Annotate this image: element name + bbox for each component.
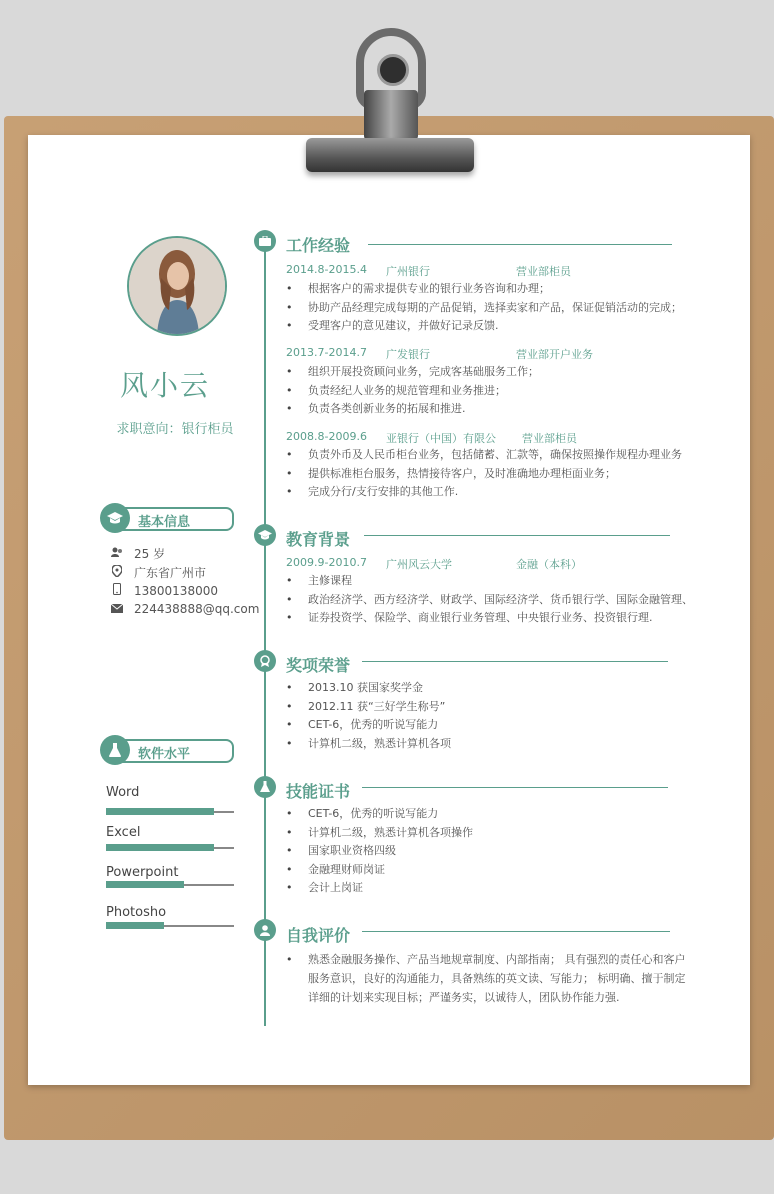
list-item: • 2013.10 获国家奖学金 [286, 679, 451, 698]
mail-icon [110, 603, 124, 616]
info-email [110, 602, 259, 616]
skill-name: Powerpoint [106, 865, 179, 880]
self-eval-line-text: 熟悉金融服务操作、产品当地规章制度、内部指南； 具有强烈的责任心和客户 [308, 953, 686, 966]
skill-bar-fill [106, 808, 214, 815]
section-rule [362, 661, 668, 662]
job-bullets [286, 446, 682, 502]
section-title-work: 工作经验 [286, 236, 351, 255]
list-item: • CET-6，优秀的听说写能力 [286, 716, 451, 735]
section-title-self-eval: 自我评价 [286, 926, 351, 945]
list-item: • 2012.11 获“三好学生称号” [286, 698, 451, 717]
edu-major: 金融（本科） [516, 558, 582, 571]
job-company: 广州银行 [386, 265, 430, 278]
skills-bullets [286, 805, 473, 898]
job-role: 营业部柜员 [522, 432, 577, 445]
timeline-line [264, 238, 266, 1026]
info-email-text: 224438888@qq.com [134, 602, 260, 616]
person-icon [110, 546, 124, 561]
self-eval-line: 详细的计划来实现目标；严谨务实，以诚待人，团队协作能力强. [308, 991, 620, 1004]
job-bullets [286, 280, 682, 336]
skill-name: Excel [106, 825, 141, 840]
job-period: 2014.8-2015.4 [286, 263, 367, 276]
list-item: • 计算机二级，熟悉计算机各项 [286, 735, 451, 754]
list-item: • CET-6，优秀的听说写能力 [286, 805, 473, 824]
info-age [110, 545, 165, 562]
job-intent: 求职意向：银行柜员 [116, 422, 234, 437]
self-eval-line: 服务意识，良好的沟通能力，具备熟练的英文读、写能力； 标明确、擅于制定 [308, 972, 686, 985]
self-eval-line: • 熟悉金融服务操作、产品当地规章制度、内部指南； 具有强烈的责任心和客户 [286, 953, 686, 966]
job-company: 亚银行（中国）有限公 [386, 432, 496, 445]
list-item: • 完成分行/支行安排的其他工作. [286, 483, 682, 502]
info-location-text: 广东省广州市 [134, 566, 207, 580]
section-rule [368, 244, 672, 245]
list-item: • 政治经济学、西方经济学、财政学、国际经济学、货币银行学、国际金融管理、 [286, 591, 693, 610]
job-company: 广发银行 [386, 348, 430, 361]
skill-bar [106, 811, 234, 813]
clip-base [306, 138, 474, 172]
flask-icon [254, 776, 276, 798]
person-icon [254, 919, 276, 941]
list-item: • 计算机二级，熟悉计算机各项操作 [286, 824, 473, 843]
profile-name: 风小云 [119, 369, 210, 402]
section-title-awards: 奖项荣誉 [286, 656, 351, 675]
job-role: 营业部柜员 [516, 265, 571, 278]
edu-bullets [286, 572, 693, 628]
edu-school: 广州风云大学 [386, 558, 452, 571]
graduation-cap-icon [100, 503, 130, 533]
profile-photo [127, 236, 227, 336]
basic-info-title: 基本信息 [138, 515, 191, 530]
phone-icon [110, 583, 124, 598]
list-item: • 受理客户的意见建议，并做好记录反馈. [286, 317, 682, 336]
skill-name: Word [106, 785, 140, 800]
list-item: • 主修课程 [286, 572, 693, 591]
job-period: 2013.7-2014.7 [286, 346, 367, 359]
awards-bullets [286, 679, 451, 753]
location-pin-icon [110, 565, 124, 580]
list-item: • 负责各类创新业务的拓展和推进. [286, 400, 539, 419]
section-title-education: 教育背景 [286, 530, 351, 549]
clip-body [364, 90, 418, 140]
software-title: 软件水平 [138, 747, 191, 762]
list-item: • 协助产品经理完成每期的产品促销，选择卖家和产品，保证促销活动的完成； [286, 299, 682, 318]
edu-period: 2009.9-2010.7 [286, 556, 367, 569]
list-item: • 提供标准柜台服务，热情接待客户，及时准确地办理柜面业务； [286, 465, 682, 484]
list-item: • 根据客户的需求提供专业的银行业务咨询和办理； [286, 280, 682, 299]
section-rule [364, 535, 670, 536]
briefcase-icon [254, 230, 276, 252]
list-item: • 负责外币及人民币柜台业务，包括储蓄、汇款等，确保按照操作规程办理业务 [286, 446, 682, 465]
list-item: • 金融理财师岗证 [286, 861, 473, 880]
info-phone-text: 13800138000 [134, 583, 218, 598]
info-location [110, 564, 206, 581]
skill-name: Photosho [106, 905, 167, 920]
info-phone [110, 583, 218, 598]
self-eval-text [286, 950, 686, 1007]
info-age-text: 25 岁 [134, 547, 166, 561]
section-title-skills: 技能证书 [286, 782, 351, 801]
skill-bar-fill [106, 844, 214, 851]
clip-hole [377, 54, 409, 86]
skill-bar [106, 847, 234, 849]
list-item: • 国家职业资格四级 [286, 842, 473, 861]
list-item: • 负责经纪人业务的规范管理和业务推进； [286, 382, 539, 401]
skill-bar-fill [106, 922, 164, 929]
medal-icon [254, 650, 276, 672]
list-item: • 组织开展投资顾问业务，完成客基础服务工作； [286, 363, 539, 382]
job-role: 营业部开户业务 [516, 348, 593, 361]
job-bullets [286, 363, 539, 419]
job-period: 2008.8-2009.6 [286, 430, 367, 443]
section-rule [362, 931, 670, 932]
flask-icon [100, 735, 130, 765]
list-item: • 会计上岗证 [286, 879, 473, 898]
skill-bar [106, 925, 234, 927]
skill-bar [106, 884, 234, 886]
list-item: • 证券投资学、保险学、商业银行业务管理、中央银行业务、投资银行理. [286, 609, 693, 628]
skill-bar-fill [106, 881, 184, 888]
graduation-cap-icon [254, 524, 276, 546]
section-rule [362, 787, 668, 788]
